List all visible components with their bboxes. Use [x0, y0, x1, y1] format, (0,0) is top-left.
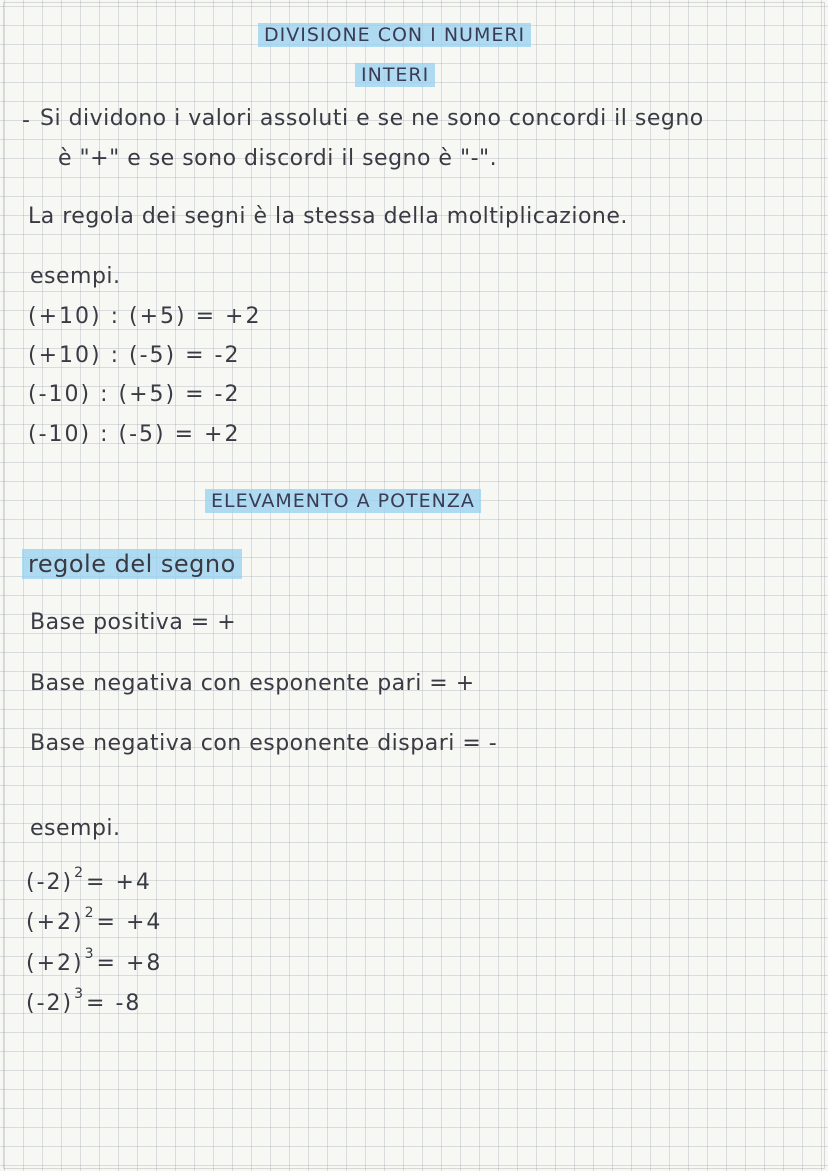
division-examples-label: esempi.	[30, 264, 121, 289]
power-example-exponent: 2	[74, 865, 86, 881]
title-line-2-text: INTERI	[355, 63, 435, 87]
title-line-1-text: DIVISIONE CON I NUMERI	[258, 23, 531, 47]
power-heading	[205, 492, 481, 511]
power-subheading	[22, 552, 242, 576]
power-rule-3: Base negativa con esponente dispari = -	[30, 731, 498, 756]
power-example-exponent: 3	[84, 946, 96, 962]
power-example-base: (-2)	[26, 870, 74, 895]
power-example-exponent: 3	[74, 986, 86, 1002]
division-example-4: (-10) : (-5) = +2	[28, 422, 241, 447]
power-example-result: = +4	[96, 910, 163, 935]
division-example-2: (+10) : (-5) = -2	[28, 343, 241, 368]
power-examples-label: esempi.	[30, 816, 121, 841]
division-example-1: (+10) : (+5) = +2	[28, 304, 262, 329]
power-example-3	[26, 946, 163, 976]
power-example-4	[26, 986, 142, 1016]
power-example-base: (+2)	[26, 910, 84, 935]
power-rule-1: Base positiva = +	[30, 610, 237, 635]
power-example-base: (+2)	[26, 951, 84, 976]
power-example-result: = +4	[86, 870, 152, 895]
power-example-base: (-2)	[26, 991, 74, 1016]
power-example-result: = -8	[86, 991, 142, 1016]
power-rule-2: Base negativa con esponente pari = +	[30, 671, 475, 696]
division-example-3: (-10) : (+5) = -2	[28, 382, 241, 407]
bullet-dash: -	[22, 108, 30, 133]
division-rule-line-2: è "+" e se sono discordi il segno è "-".	[58, 146, 498, 171]
power-example-result: = +8	[96, 951, 163, 976]
title-line-2	[355, 66, 435, 85]
power-example-exponent: 2	[84, 905, 96, 921]
power-example-1	[26, 865, 152, 895]
power-subheading-text: regole del segno	[22, 549, 242, 579]
title-line-1	[258, 26, 531, 45]
sign-rule-text: La regola dei segni è la stessa della moltiplicazione.	[28, 204, 628, 229]
power-example-2	[26, 905, 163, 935]
division-rule-line-1: Si dividono i valori assoluti e se ne sono concordi il segno	[40, 106, 704, 131]
power-heading-text: ELEVAMENTO A POTENZA	[205, 489, 481, 513]
